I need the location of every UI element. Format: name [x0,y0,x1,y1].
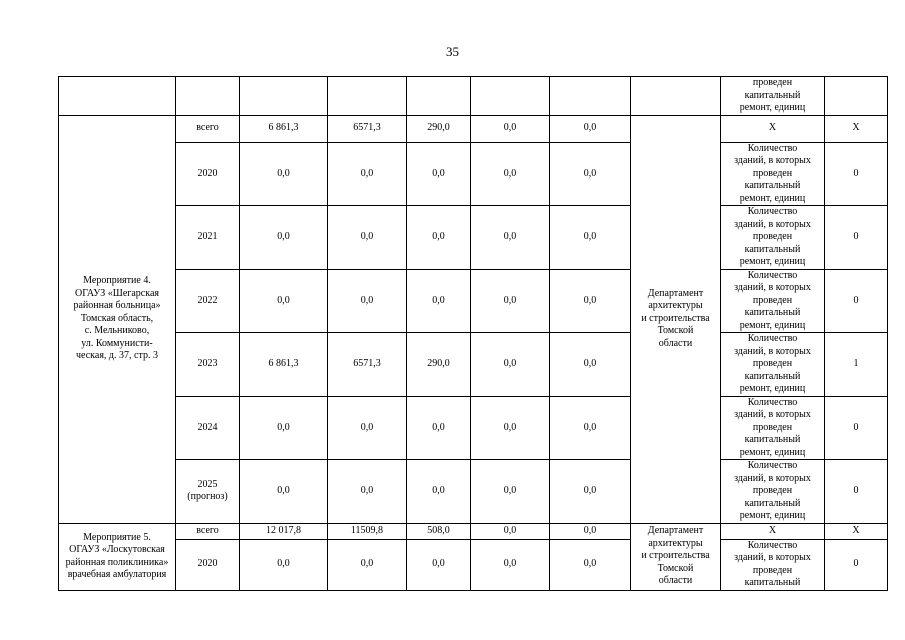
value-cell: 0,0 [471,523,550,539]
measure-title: Мероприятие 4. ОГАУЗ «Шегарская районная больница» Томская область, с. Мельниково, ул. Коммунисти- ческая, д. 37, стр. 3 [59,115,176,523]
indicator-cell: Количество зданий, в которых проведен капитальный ремонт, единиц [721,396,825,460]
value-cell: 0,0 [471,460,550,524]
value-cell: 0,0 [471,333,550,397]
value-cell: 290,0 [407,115,471,142]
measure-title: Мероприятие 5. ОГАУЗ «Лоскутовская районная поликлиника» врачебная амбулатория [59,523,176,590]
value-cell: 0,0 [550,206,631,270]
value-cell: 0,0 [328,269,407,333]
indicator-value: Х [825,115,888,142]
year-cell: 2022 [176,269,240,333]
indicator-cell: Х [721,115,825,142]
value-cell: 0,0 [550,333,631,397]
total-cell: 12 017,8 [240,523,328,539]
table-row [59,206,888,270]
value-cell: 0,0 [407,396,471,460]
empty-cell [471,77,550,116]
table-row [59,333,888,397]
value-cell: 0,0 [328,142,407,206]
value-cell: 0,0 [328,396,407,460]
budget-table [58,76,888,591]
value-cell: 0,0 [407,269,471,333]
value-cell: 0,0 [328,539,407,590]
empty-cell [328,77,407,116]
value-cell: 0,0 [550,539,631,590]
indicator-value: 0 [825,539,888,590]
table-row [59,396,888,460]
value-cell: 0,0 [550,396,631,460]
value-cell: 290,0 [407,333,471,397]
value-cell: 0,0 [407,460,471,524]
value-cell: 0,0 [471,206,550,270]
value-cell: 0,0 [471,269,550,333]
table-row [59,523,888,539]
value-cell: 0,0 [471,396,550,460]
empty-cell [631,77,721,116]
indicator-cell: Количество зданий, в которых проведен капитальный ремонт, единиц [721,460,825,524]
department-cell: Департамент архитектуры и строительства Томской области [631,115,721,523]
department-cell: Департамент архитектуры и строительства Томской области [631,523,721,590]
empty-cell [407,77,471,116]
value-cell: 0,0 [328,206,407,270]
table-row [59,115,888,142]
indicator-value: 0 [825,206,888,270]
indicator-cell: Количество зданий, в которых проведен капитальный ремонт, единиц [721,333,825,397]
table-row [59,460,888,524]
table-row [59,77,888,116]
value-cell: 0,0 [550,460,631,524]
year-cell: 2024 [176,396,240,460]
total-cell: 0,0 [240,539,328,590]
indicator-value: 0 [825,396,888,460]
empty-cell [176,77,240,116]
empty-cell [825,77,888,116]
total-cell: 0,0 [240,142,328,206]
total-cell: 6 861,3 [240,333,328,397]
year-cell: всего [176,115,240,142]
year-cell: 2020 [176,539,240,590]
total-cell: 6 861,3 [240,115,328,142]
value-cell: 0,0 [407,206,471,270]
total-cell: 0,0 [240,460,328,524]
table-row [59,539,888,590]
value-cell: 0,0 [471,115,550,142]
table-row [59,142,888,206]
year-cell: 2021 [176,206,240,270]
year-cell: 2025 (прогноз) [176,460,240,524]
indicator-value: Х [825,523,888,539]
year-cell: 2023 [176,333,240,397]
total-cell: 0,0 [240,396,328,460]
value-cell: 0,0 [471,142,550,206]
indicator-value: 0 [825,460,888,524]
indicator-cell: Х [721,523,825,539]
indicator-value: 0 [825,269,888,333]
year-cell: 2020 [176,142,240,206]
indicator-cell: Количество зданий, в которых проведен капитальный [721,539,825,590]
indicator-cell: Количество зданий, в которых проведен капитальный ремонт, единиц [721,269,825,333]
value-cell: 0,0 [550,142,631,206]
value-cell: 508,0 [407,523,471,539]
value-cell: 0,0 [550,269,631,333]
value-cell: 0,0 [407,539,471,590]
indicator-cell: Количество зданий, в которых проведен капитальный ремонт, единиц [721,206,825,270]
value-cell: 11509,8 [328,523,407,539]
indicator-value: 0 [825,142,888,206]
value-cell: 0,0 [550,115,631,142]
page-number: 35 [446,44,459,59]
value-cell: 0,0 [550,523,631,539]
total-cell: 0,0 [240,206,328,270]
value-cell: 0,0 [328,460,407,524]
indicator-value: 1 [825,333,888,397]
table-row [59,269,888,333]
value-cell: 0,0 [407,142,471,206]
year-cell: всего [176,523,240,539]
empty-cell [240,77,328,116]
indicator-cell: Количество зданий, в которых проведен капитальный ремонт, единиц [721,142,825,206]
value-cell: 6571,3 [328,333,407,397]
value-cell: 6571,3 [328,115,407,142]
total-cell: 0,0 [240,269,328,333]
indicator-cell: проведен капитальный ремонт, единиц [721,77,825,116]
empty-cell [59,77,176,116]
value-cell: 0,0 [471,539,550,590]
empty-cell [550,77,631,116]
